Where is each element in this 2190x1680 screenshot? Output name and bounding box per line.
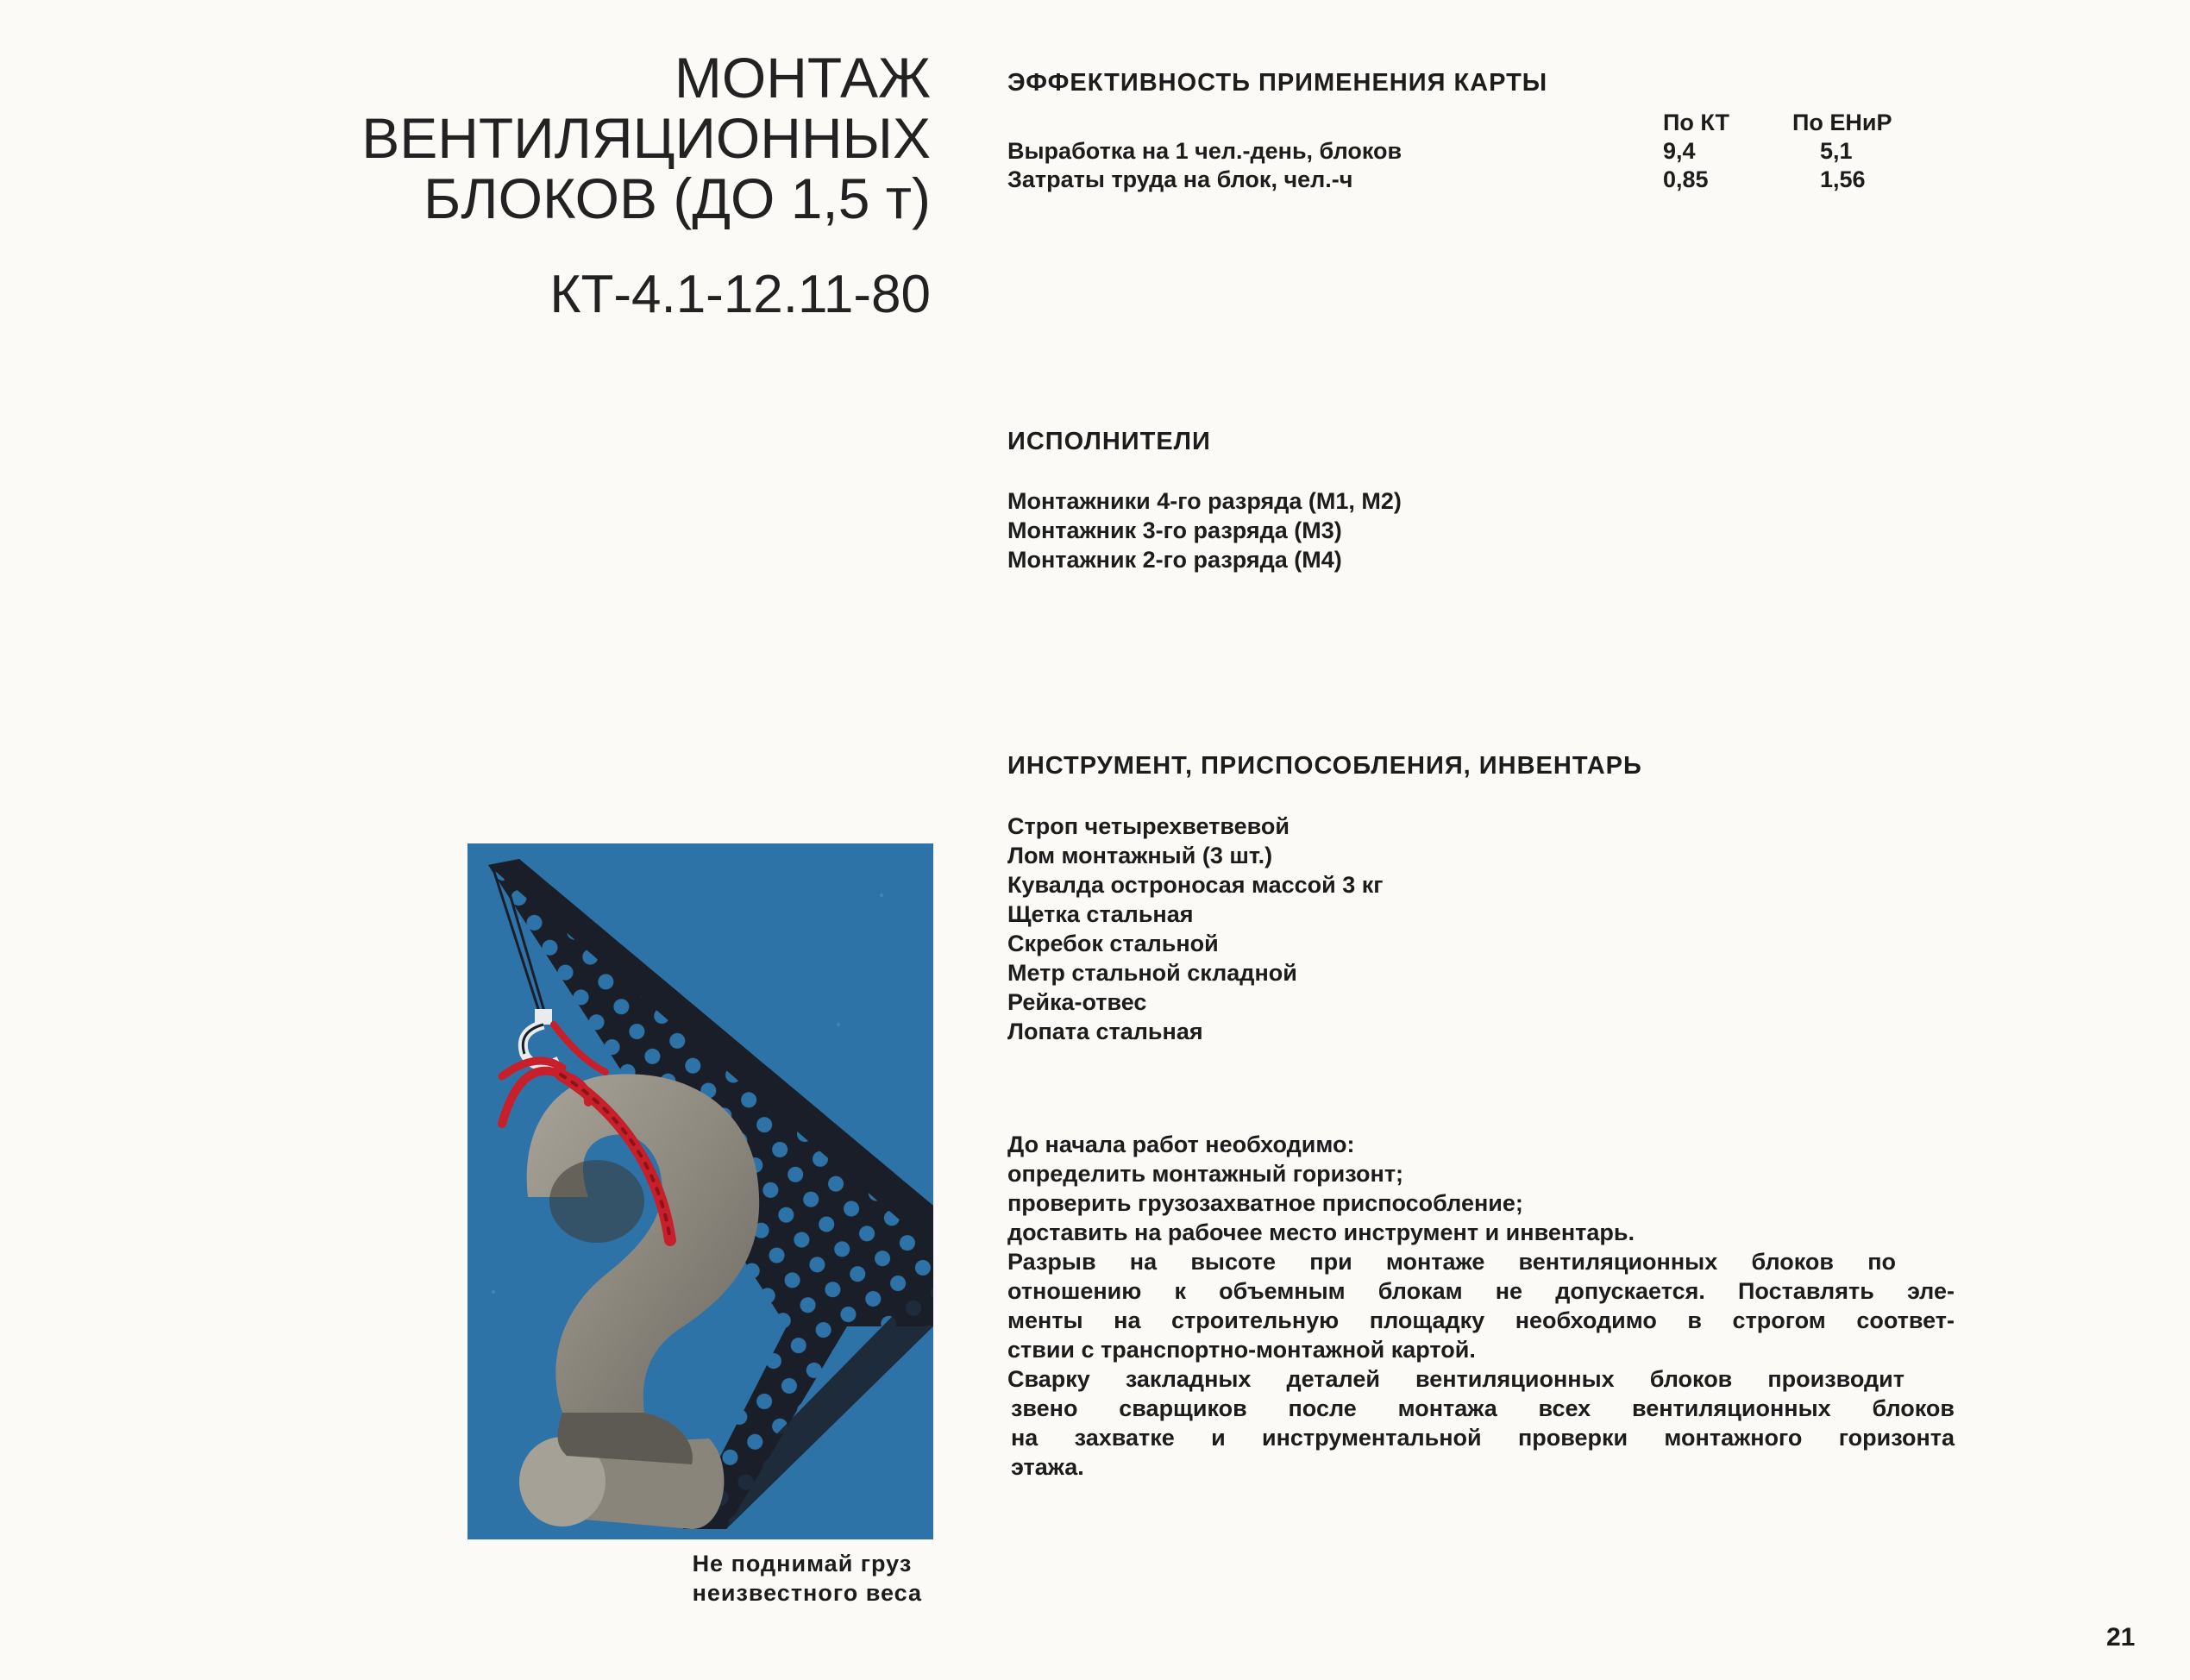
row-label: Затраты труда на блок, чел.-ч [1007,166,1353,192]
efficiency-heading: ЭФФЕКТИВНОСТЬ ПРИМЕНЕНИЯ КАРТЫ [1007,69,1548,97]
performers-list [1007,486,1402,574]
caption-line: Не поднимай груз [692,1551,913,1577]
tools-list [1007,812,1384,1046]
instruction-line: проверить грузозахватное приспособление; [1007,1190,1523,1216]
list-item: Монтажники 4-го разряда (М1, М2) [1007,488,1402,514]
col-header-enir: По ЕНиР [1792,110,1892,135]
row-label: Выработка на 1 чел.-день, блоков [1007,138,1402,164]
document-code: КТ-4.1-12.11-80 [549,265,931,324]
list-item: Лом монтажный (3 шт.) [1007,843,1273,868]
list-item: Кувалда остроносая массой 3 кг [1007,872,1384,898]
instructions-block [1007,1130,1955,1482]
paragraph-line: менты на строительную площадку необходимо в строгом соответ- [1007,1307,1955,1333]
title-block [361,47,931,325]
page-title-line-2: ВЕНТИЛЯЦИОННЫХ [361,106,931,170]
poster-illustration [467,843,933,1539]
list-item: Скребок стальной [1007,931,1219,956]
row-value-kt: 0,85 [1663,166,1709,192]
list-item: Метр стальной складной [1007,960,1297,986]
page-number: 21 [2106,1623,2136,1652]
row-value-kt: 9,4 [1663,138,1696,164]
instruction-line: доставить на рабочее место инструмент и инвентарь. [1007,1219,1635,1245]
tools-heading: ИНСТРУМЕНТ, ПРИСПОСОБЛЕНИЯ, ИНВЕНТАРЬ [1007,752,1642,780]
paragraph-line: звено сварщиков после монтажа всех вентиляционных блоков [1011,1395,1955,1421]
caption-line: неизвестного веса [692,1580,922,1606]
page-title-line-1: МОНТАЖ [674,46,931,110]
list-item: Строп четырехветвевой [1007,813,1290,839]
instruction-line: определить монтажный горизонт; [1007,1161,1404,1187]
list-item: Щетка стальная [1007,901,1194,927]
paragraph-line: Сварку закладных деталей вентиляционных блоков производит [1007,1366,1904,1392]
col-header-kt: По КТ [1663,110,1730,135]
paragraph-line: ствии с транспортно-монтажной картой. [1007,1337,1476,1363]
paragraph-line: этажа. [1011,1454,1084,1480]
row-value-enir: 5,1 [1820,138,1853,164]
performers-heading: ИСПОЛНИТЕЛИ [1007,428,1211,455]
row-value-enir: 1,56 [1820,166,1866,192]
paragraph-line: Разрыв на высоте при монтаже вентиляционных блоков по [1007,1249,1896,1275]
paragraph-line: отношению к объемным блокам не допускается. Поставлять эле- [1007,1278,1955,1304]
safety-poster [467,843,933,1539]
list-item: Монтажник 3-го разряда (М3) [1007,517,1342,543]
list-item: Рейка-отвес [1007,989,1147,1015]
page-title-line-3: БЛОКОВ (ДО 1,5 т) [423,166,931,230]
instruction-line: До начала работ необходимо: [1007,1131,1355,1157]
paragraph-line: на захватке и инструментальной проверки монтажного горизонта [1011,1425,1955,1451]
list-item: Лопата стальная [1007,1019,1203,1044]
poster-caption [693,1549,922,1608]
list-item: Монтажник 2-го разряда (М4) [1007,547,1342,573]
